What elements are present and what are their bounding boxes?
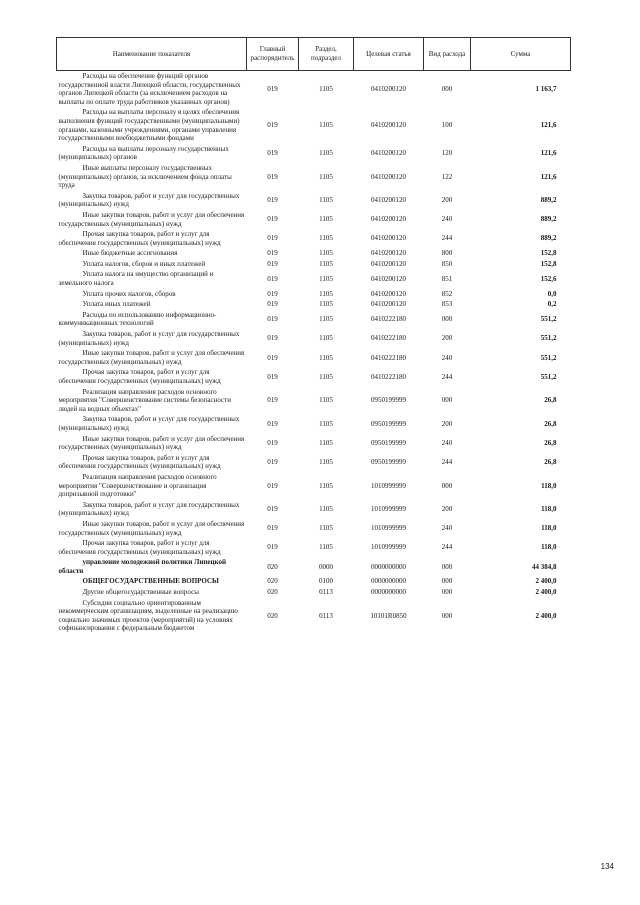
- row-section: 1105: [319, 524, 333, 533]
- row-amount: 26,8: [544, 396, 557, 405]
- row-target-article: 0410222180: [371, 372, 406, 381]
- row-main-manager: 019: [267, 289, 278, 298]
- row-name: [57, 229, 247, 248]
- row-name-text: Прочая закупка товаров, работ и услуг для обеспечения государственных (муниципальных) нужд: [58, 539, 221, 556]
- row-target-article: 0410200120: [371, 300, 406, 309]
- row-section: 1105: [319, 215, 333, 224]
- table-row: [57, 519, 571, 538]
- row-name: [57, 191, 247, 210]
- row-name-text: Иные выплаты персоналу государственных (муниципальных) органов, за исключением фонда оплаты труда: [58, 163, 232, 190]
- row-expense-type: 000: [441, 481, 453, 490]
- row-main-manager: 019: [267, 481, 278, 490]
- table-row: [57, 107, 571, 143]
- row-main-manager: 019: [267, 353, 278, 362]
- row-expense-type: 200: [441, 419, 453, 428]
- row-name: [57, 519, 247, 538]
- row-expense-type: 200: [441, 196, 453, 205]
- row-amount: 551,2: [540, 334, 557, 343]
- row-main-manager: 019: [267, 505, 278, 514]
- row-expense-type: 000: [441, 315, 453, 324]
- table-row: [57, 163, 571, 191]
- row-name: [57, 598, 247, 634]
- row-expense-type: 122: [441, 172, 453, 181]
- row-name: [57, 387, 247, 415]
- row-expense-type: 240: [441, 438, 453, 447]
- table-body: [57, 71, 571, 635]
- row-name-text: Уплата налога на имущество организаций и земельного налога: [58, 270, 214, 288]
- row-name-text: Закупка товаров, работ и услуг для государственных (муниципальных) нужд: [58, 191, 240, 209]
- row-name-text: Расходы на выплаты персоналу в целях обеспечения выполнения функций государственными (муниципальными) органами, казенными учреждениями, органами управления государственными внебюджетными фондами: [58, 108, 240, 143]
- row-name: [57, 289, 247, 300]
- row-name: [57, 310, 247, 329]
- row-name-text: Иные закупки товаров, работ и услуг для обеспечения государственных (муниципальных) нужд: [58, 434, 245, 452]
- row-section: 1105: [319, 121, 333, 130]
- row-name: [57, 107, 247, 143]
- row-main-manager: 019: [267, 274, 278, 283]
- row-main-manager: 019: [267, 84, 278, 93]
- row-expense-type: 244: [441, 372, 453, 381]
- row-amount: 0,0: [547, 289, 557, 298]
- row-expense-type: 852: [441, 289, 453, 298]
- row-expense-type: 000: [441, 588, 453, 597]
- row-amount: 121,6: [540, 172, 557, 181]
- table-row: [57, 576, 571, 587]
- row-name: [57, 576, 247, 587]
- row-amount: 152,8: [540, 259, 557, 268]
- row-target-article: 0410200120: [371, 259, 406, 268]
- row-name: [57, 248, 247, 259]
- row-amount: 152,8: [540, 249, 557, 258]
- row-target-article: 0410200120: [371, 249, 406, 258]
- row-amount: 44 384,8: [532, 562, 557, 571]
- row-expense-type: 853: [441, 300, 453, 309]
- row-name-text: Уплата налогов, сборов и иных платежей: [82, 259, 206, 268]
- table-row: [57, 71, 571, 108]
- row-name: [57, 557, 247, 576]
- row-name-text: Расходы по использованию информационно-коммуникационных технологий: [58, 310, 217, 328]
- table-row: [57, 299, 571, 310]
- row-name-text: Уплата прочих налогов, сборов: [82, 289, 176, 298]
- row-name-text: управление молодежной политики Липецкой области: [58, 558, 227, 575]
- row-amount: 26,8: [544, 458, 557, 467]
- row-name: [57, 269, 247, 288]
- row-section: 0100: [319, 577, 333, 586]
- row-section: 0113: [319, 588, 333, 597]
- row-target-article: 0410200120: [371, 149, 406, 158]
- row-main-manager: 019: [267, 196, 278, 205]
- row-expense-type: 000: [441, 84, 453, 93]
- row-expense-type: 000: [441, 562, 453, 571]
- row-target-article: 0410222180: [371, 334, 406, 343]
- row-main-manager: 020: [267, 562, 278, 571]
- row-target-article: 0410200120: [371, 289, 406, 298]
- row-expense-type: 000: [441, 396, 453, 405]
- table-row: [57, 538, 571, 557]
- row-main-manager: 019: [267, 300, 278, 309]
- row-target-article: 1010999999: [371, 481, 406, 490]
- page-number: 134: [600, 862, 614, 871]
- row-section: 1105: [319, 396, 333, 405]
- row-main-manager: 019: [267, 315, 278, 324]
- row-name: [57, 163, 247, 191]
- row-section: 1105: [319, 172, 333, 181]
- row-section: 1105: [319, 315, 333, 324]
- header-expense-type: Вид расхода: [424, 38, 471, 71]
- row-expense-type: 200: [441, 334, 453, 343]
- row-expense-type: 000: [441, 577, 453, 586]
- row-name: [57, 472, 247, 500]
- row-main-manager: 019: [267, 259, 278, 268]
- table-row: [57, 500, 571, 519]
- table-row: [57, 229, 571, 248]
- row-target-article: 0410200120: [371, 274, 406, 283]
- row-target-article: 0410200120: [371, 196, 406, 205]
- row-section: 1105: [319, 249, 333, 258]
- row-amount: 2 400,0: [535, 588, 557, 597]
- row-section: 1105: [319, 419, 333, 428]
- row-name: [57, 414, 247, 433]
- row-name: [57, 299, 247, 310]
- row-name: [57, 210, 247, 229]
- row-amount: 0,2: [547, 300, 557, 309]
- row-main-manager: 019: [267, 172, 278, 181]
- row-name-text: Прочая закупка товаров, работ и услуг для обеспечения государственных (муниципальных) нужд: [58, 230, 221, 247]
- row-main-manager: 019: [267, 234, 278, 243]
- row-target-article: 0410200120: [371, 234, 406, 243]
- row-amount: 118,0: [541, 481, 557, 490]
- row-section: 1105: [319, 543, 333, 552]
- row-amount: 2 400,0: [535, 577, 557, 586]
- table-row: [57, 387, 571, 415]
- row-expense-type: 244: [441, 543, 453, 552]
- table-row: [57, 453, 571, 472]
- row-name: [57, 500, 247, 519]
- row-amount: 889,2: [540, 215, 557, 224]
- row-target-article: 0950199999: [371, 396, 406, 405]
- row-name-text: Субсидии социально ориентированным некоммерческим организациям, выделенные на реализацию социально значимых проектов (мероприятий) на условиях софинансирования с федеральным бюджетом: [58, 598, 238, 633]
- row-section: 1105: [319, 438, 333, 447]
- row-main-manager: 019: [267, 419, 278, 428]
- table-row: [57, 248, 571, 259]
- row-expense-type: 851: [441, 274, 453, 283]
- table-row: [57, 144, 571, 163]
- table-row: [57, 191, 571, 210]
- row-expense-type: 200: [441, 505, 453, 514]
- table-row: [57, 414, 571, 433]
- row-name: [57, 348, 247, 367]
- row-name-text: Другие общегосударственные вопросы: [82, 588, 199, 597]
- row-amount: 121,6: [540, 121, 557, 130]
- row-section: 1105: [319, 274, 333, 283]
- row-name-text: Расходы на обеспечение функций органов государственной власти Липецкой области, государственных органов Липецкой области (за исключением расходов на выплаты по оплате труда работников указанных органов): [58, 72, 241, 106]
- row-name-text: Иные закупки товаров, работ и услуг для обеспечения государственных (муниципальных) нужд: [58, 210, 245, 228]
- row-expense-type: 240: [441, 215, 453, 224]
- row-name-text: Иные закупки товаров, работ и услуг для обеспечения государственных (муниципальных) нужд: [58, 519, 245, 537]
- row-section: 1105: [319, 334, 333, 343]
- row-target-article: 0950199999: [371, 458, 406, 467]
- row-section: 1105: [319, 372, 333, 381]
- row-section: 1105: [319, 259, 333, 268]
- row-amount: 26,8: [544, 419, 557, 428]
- row-target-article: 0410222180: [371, 353, 406, 362]
- row-section: 0000: [319, 562, 333, 571]
- row-expense-type: 850: [441, 259, 453, 268]
- row-expense-type: 800: [441, 249, 453, 258]
- row-target-article: 0410200120: [371, 121, 406, 130]
- row-name: [57, 144, 247, 163]
- row-main-manager: 019: [267, 149, 278, 158]
- row-name-text: Иные бюджетные ассигнования: [82, 249, 178, 258]
- row-name-text: Уплата иных платежей: [82, 300, 151, 309]
- table-row: [57, 472, 571, 500]
- row-amount: 889,2: [540, 234, 557, 243]
- header-indicator-name: Наименование показателя: [57, 38, 247, 71]
- table-row: [57, 289, 571, 300]
- table-row: [57, 329, 571, 348]
- row-section: 1105: [319, 84, 333, 93]
- row-amount: 118,0: [541, 543, 557, 552]
- row-amount: 551,2: [540, 353, 557, 362]
- row-amount: 118,0: [541, 524, 557, 533]
- row-name-text: Прочая закупка товаров, работ и услуг для обеспечения государственных (муниципальных) нужд: [58, 368, 221, 385]
- row-main-manager: 019: [267, 334, 278, 343]
- row-expense-type: 240: [441, 353, 453, 362]
- row-amount: 1 163,7: [535, 84, 557, 93]
- row-name-text: Иные закупки товаров, работ и услуг для обеспечения государственных (муниципальных) нужд: [58, 349, 245, 366]
- row-section: 1105: [319, 196, 333, 205]
- row-target-article: 0410200120: [371, 172, 406, 181]
- row-main-manager: 020: [267, 588, 278, 597]
- row-name-text: Реализация направления расходов основного мероприятия "Совершенствование и организация допризывной подготовки": [58, 472, 217, 499]
- table-row: [57, 259, 571, 270]
- table-row: [57, 587, 571, 598]
- row-main-manager: 019: [267, 438, 278, 447]
- row-main-manager: 019: [267, 372, 278, 381]
- table-row: [57, 210, 571, 229]
- row-section: 1105: [319, 234, 333, 243]
- header-section: Раздел, подраздел: [299, 38, 354, 71]
- row-main-manager: 019: [267, 543, 278, 552]
- row-expense-type: 000: [441, 611, 453, 620]
- row-name-text: Реализация направления расходов основного мероприятия "Совершенствование системы безопасности людей на водных объектах": [58, 387, 231, 413]
- table-row: [57, 557, 571, 576]
- row-amount: 551,2: [540, 372, 557, 381]
- row-main-manager: 020: [267, 611, 278, 620]
- row-section: 0113: [319, 611, 333, 620]
- row-name-text: Закупка товаров, работ и услуг для государственных (муниципальных) нужд: [58, 330, 240, 347]
- header-target-article: Целевая статья: [354, 38, 424, 71]
- row-target-article: 0410222180: [371, 315, 406, 324]
- row-name-text: Закупка товаров, работ и услуг для государственных (муниципальных) нужд: [58, 415, 240, 432]
- row-amount: 889,2: [540, 196, 557, 205]
- header-main-manager: Главный распорядитель: [247, 38, 299, 71]
- row-expense-type: 244: [441, 234, 453, 243]
- row-section: 1105: [319, 458, 333, 467]
- row-main-manager: 019: [267, 458, 278, 467]
- row-target-article: 0950199999: [371, 438, 406, 447]
- table-row: [57, 367, 571, 386]
- row-main-manager: 019: [267, 249, 278, 258]
- row-expense-type: 120: [441, 149, 453, 158]
- row-amount: 26,8: [544, 438, 557, 447]
- row-section: 1105: [319, 149, 333, 158]
- row-name: [57, 367, 247, 386]
- row-main-manager: 019: [267, 215, 278, 224]
- row-amount: 118,0: [541, 505, 557, 514]
- row-target-article: 0000000000: [371, 562, 406, 571]
- row-amount: 551,2: [540, 315, 557, 324]
- row-section: 1105: [319, 481, 333, 490]
- header-amount: Сумма: [471, 38, 571, 71]
- row-name: [57, 434, 247, 453]
- row-amount: 152,6: [540, 274, 557, 283]
- row-main-manager: 019: [267, 121, 278, 130]
- table-row: [57, 598, 571, 634]
- row-section: 1105: [319, 505, 333, 514]
- row-amount: 121,6: [540, 149, 557, 158]
- row-target-article: 0000000000: [371, 588, 406, 597]
- row-target-article: 0410200120: [371, 84, 406, 93]
- row-name: [57, 259, 247, 270]
- row-target-article: 10101R0850: [370, 611, 407, 620]
- row-section: 1105: [319, 353, 333, 362]
- row-expense-type: 100: [441, 121, 453, 130]
- row-main-manager: 019: [267, 524, 278, 533]
- row-amount: 2 400,0: [535, 611, 557, 620]
- table-row: [57, 310, 571, 329]
- row-name-text: Расходы на выплаты персоналу государственных (муниципальных) органов: [58, 144, 229, 162]
- row-name: [57, 587, 247, 598]
- row-name: [57, 329, 247, 348]
- row-section: 1105: [319, 289, 333, 298]
- row-target-article: 0410200120: [371, 215, 406, 224]
- table-row: [57, 434, 571, 453]
- row-target-article: 1010999999: [371, 505, 406, 514]
- row-target-article: 1010999999: [371, 543, 406, 552]
- row-target-article: 0950199999: [371, 419, 406, 428]
- table-row: [57, 269, 571, 288]
- row-name-text: Закупка товаров, работ и услуг для государственных (муниципальных) нужд: [58, 500, 240, 518]
- row-section: 1105: [319, 300, 333, 309]
- row-expense-type: 240: [441, 524, 453, 533]
- row-main-manager: 020: [267, 577, 278, 586]
- row-name-text: Прочая закупка товаров, работ и услуг для обеспечения государственных (муниципальных) нужд: [58, 453, 221, 471]
- row-main-manager: 019: [267, 396, 278, 405]
- row-name: [57, 71, 247, 108]
- budget-table: [56, 37, 571, 634]
- row-name: [57, 538, 247, 557]
- row-expense-type: 244: [441, 458, 453, 467]
- row-target-article: 1010999999: [371, 524, 406, 533]
- table-row: [57, 348, 571, 367]
- row-name-text: ОБЩЕГОСУДАРСТВЕННЫЕ ВОПРОСЫ: [82, 577, 219, 586]
- row-name: [57, 453, 247, 472]
- row-target-article: 0000000000: [371, 577, 406, 586]
- table-header-row: [57, 38, 571, 71]
